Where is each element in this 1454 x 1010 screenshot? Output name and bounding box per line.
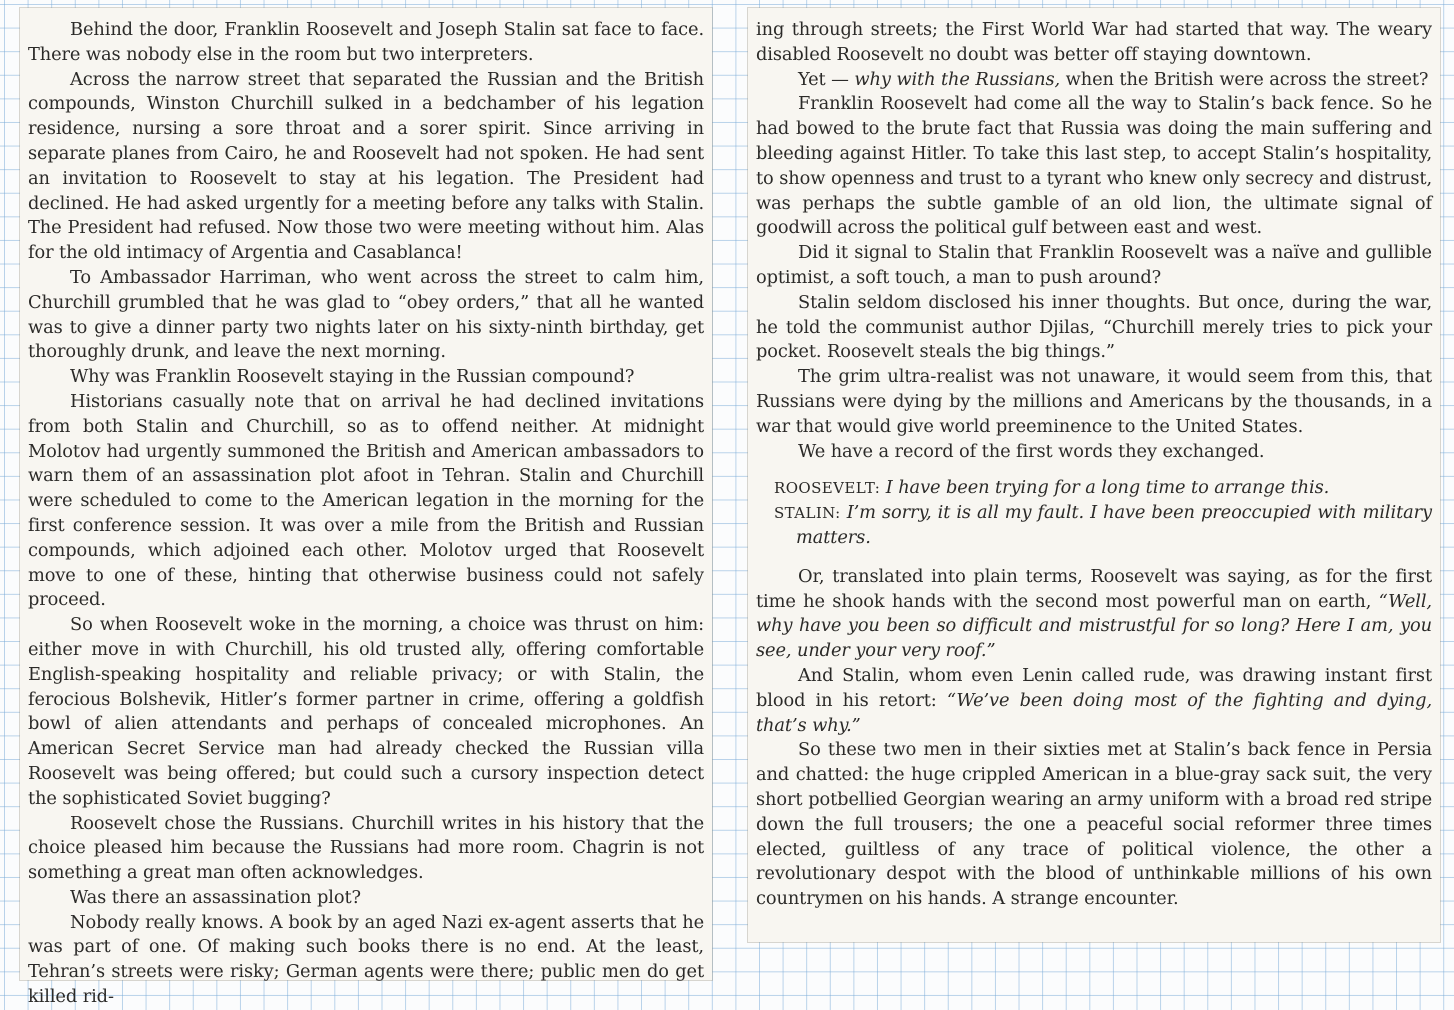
- paragraph: Was there an assassination plot?: [70, 886, 361, 908]
- paragraph: To Ambassador Harriman, who went across the street to calm him, Churchill grumbled that he was glad to “obey orders,” that all he wanted was to give a dinner party two nights later on his sixty-ninth birthday, get thoroughly drunk, and leave the next morning.: [28, 266, 704, 363]
- paragraph: So these two men in their sixties met at Stalin’s back fence in Persia and chatted: the huge crippled American in a blue-gray sack suit, the very short potbellied Georgian wearing an army uniform with a broad red stripe down the full trousers; the one a peaceful social reformer three times elected, guiltless of any trace of political violence, the other a revolutionary despot with the blood of unthinkable millions of his own countrymen on his hands. A strange encounter.: [756, 739, 1432, 910]
- paragraph: And Stalin, whom even Lenin called rude, was drawing instant first blood in his retort: “We’ve been doing most of the fighting and dying, that’s why.”: [756, 664, 1432, 736]
- paragraph: So when Roosevelt woke in the morning, a choice was thrust on him: either move in with Churchill, his old trusted ally, offering comfortable English-speaking hospitality and reliable privacy; or with Stalin, the ferocious Bolshevik, Hitler’s former partner in crime, offering a goldfish bowl of alien attendants and perhaps of concealed microphones. An American Secret Service man had already checked the Russian villa Roosevelt was being offered; but could such a cursory inspection detect the sophisticated Soviet bugging?: [28, 614, 704, 809]
- left-page-clipping: [20, 8, 712, 1008]
- paragraph: Why was Franklin Roosevelt staying in the Russian compound?: [70, 366, 635, 388]
- paragraph: Or, translated into plain terms, Roosevelt was saying, as for the first time he shook hands with the second most powerful man on earth, “Well, why have you been so difficult and mistrustful for so long? Here I am, you see, under your very roof.”: [756, 565, 1432, 662]
- speaker-label: ROOSEVELT:: [774, 479, 881, 498]
- paragraph: Franklin Roosevelt had come all the way to Stalin’s back fence. So he had bowed to the brute fact that Russia was doing the main suffering and bleeding against Hitler. To take this last step, to accept Stalin’s hospitality, to show openness and trust to a tyrant who knew only secrecy and distrust, was perhaps the subtle gamble of an old lion, the ultimate signal of goodwill across the political gulf between east and west.: [756, 93, 1432, 239]
- paragraph: Historians casually note that on arrival he had declined invitations from both Stalin and Churchill, so as to offend neither. At midnight Molotov had urgently summoned the British and American ambassadors to warn them of an assassination plot afoot in Tehran. Stalin and Churchill were scheduled to come to the American legation in the morning for the first conference session. It was over a mile from the British and Russian compounds, which adjoined each other. Molotov urged that Roosevelt move to one of these, hinting that otherwise business could not safely proceed.: [28, 390, 704, 611]
- paragraph: Nobody really knows. A book by an aged Nazi ex-agent asserts that he was part of one. Of making such books there is no end. At the least, Tehran’s streets were risky; German agents were there; public men do get killed rid-: [28, 911, 704, 1008]
- paragraph: Did it signal to Stalin that Franklin Roosevelt was a naïve and gullible optimist, a soft touch, a man to push around?: [756, 242, 1432, 288]
- paragraph: Across the narrow street that separated the Russian and the British compounds, Winston Churchill sulked in a bedchamber of his legation residence, nursing a sore throat and a sorer spirit. Since arriving in separate planes from Cairo, he and Roosevelt had not spoken. He had sent an invitation to Roosevelt to stay at his legation. The President had declined. He had asked urgently for a meeting before any talks with Stalin. The President had refused. Now those two were meeting without him. Alas for the old intimacy of Argentia and Casablanca!: [28, 68, 704, 264]
- paragraph: We have a record of the first words they exchanged.: [798, 440, 1265, 462]
- dialogue-line: STALIN: I’m sorry, it is all my fault. I have been preoccupied with military matters.: [774, 502, 1432, 548]
- paragraph: Behind the door, Franklin Roosevelt and Joseph Stalin sat face to face. There was nobody else in the room but two interpreters.: [28, 19, 704, 65]
- left-column-text: [28, 18, 704, 1010]
- question-paragraph: Yet — why with the Russians, when the British were across the street?: [798, 68, 1429, 90]
- paragraph: The grim ultra-realist was not unaware, it would seem from this, that Russians were dying by the millions and Americans by the thousands, in a war that would give world preeminence to the United States.: [756, 366, 1432, 437]
- paragraph: Roosevelt chose the Russians. Churchill writes in his history that the choice pleased him because the Russians had more room. Chagrin is not something a great man often acknowledges.: [28, 812, 704, 884]
- right-page-clipping: [748, 8, 1440, 942]
- paragraph: Stalin seldom disclosed his inner thoughts. But once, during the war, he told the communist author Djilas, “Churchill merely tries to pick your pocket. Roosevelt steals the big things.”: [756, 291, 1432, 363]
- continuation-paragraph: ing through streets; the First World War had started that way. The weary disabled Roosevelt no doubt was better off staying downtown.: [756, 19, 1432, 65]
- dialogue-line: ROOSEVELT: I have been trying for a long time to arrange this.: [774, 477, 1330, 499]
- dialogue-excerpt: [774, 476, 1432, 550]
- right-column-text: [756, 18, 1432, 912]
- speaker-label: STALIN:: [774, 504, 841, 523]
